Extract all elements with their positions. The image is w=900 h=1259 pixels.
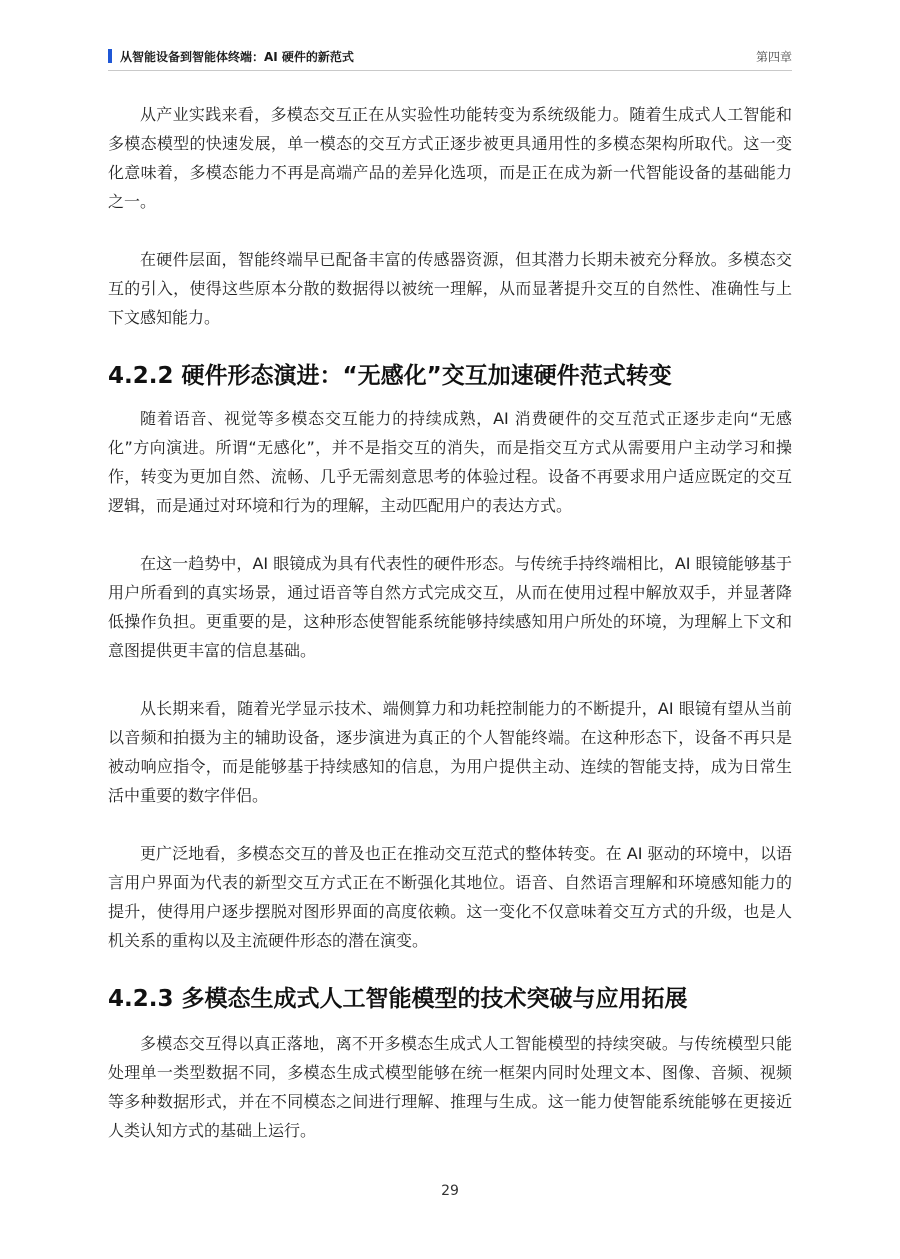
paragraph: 随着语音、视觉等多模态交互能力的持续成熟，AI 消费硬件的交互范式正逐步走向“无感化”方向演进。所谓“无感化”，并不是指交互的消失，而是指交互方式从需要用户主动学习和操作，转变为更加自然、流畅、几乎无需刻意思考的体验过程。设备不再要求用户适应既定的交互逻辑，而是通过对环境和行为的理解，主动匹配用户的表达方式。 xyxy=(108,409,792,515)
paragraph: 从长期来看，随着光学显示技术、端侧算力和功耗控制能力的不断提升，AI 眼镜有望从当前以音频和拍摄为主的辅助设备，逐步演进为真正的个人智能终端。在这种形态下，设备不再只是被动响应指令，而是能够基于持续感知的信息，为用户提供主动、连续的智能支持，成为日常生活中重要的数字伴侣。 xyxy=(108,699,792,805)
paragraph: 更广泛地看，多模态交互的普及也正在推动交互范式的整体转变。在 AI 驱动的环境中，以语言用户界面为代表的新型交互方式正在不断强化其地位。语音、自然语言理解和环境感知能力的提升，使得用户逐步摆脱对图形界面的高度依赖。这一变化不仅意味着交互方式的升级，也是人机关系的重构以及主流硬件形态的潜在演变。 xyxy=(108,844,792,950)
paragraph: 从产业实践来看，多模态交互正在从实验性功能转变为系统级能力。随着生成式人工智能和多模态模型的快速发展，单一模态的交互方式正逐步被更具通用性的多模态架构所取代。这一变化意味着，多模态能力不再是高端产品的差异化选项，而是正在成为新一代智能设备的基础能力之一。 xyxy=(108,105,792,211)
section-heading-4-2-3: 4.2.3 多模态生成式人工智能模型的技术突破与应用拓展 xyxy=(108,986,688,1012)
page-number: 29 xyxy=(441,1183,459,1199)
book-title: 从智能设备到智能体终端：AI 硬件的新范式 xyxy=(120,50,354,64)
paragraph: 在这一趋势中，AI 眼镜成为具有代表性的硬件形态。与传统手持终端相比，AI 眼镜能够基于用户所看到的真实场景，通过语音等自然方式完成交互，从而在使用过程中解放双手，并显著降低操作负担。更重要的是，这种形态使智能系统能够持续感知用户所处的环境，为理解上下文和意图提供更丰富的信息基础。 xyxy=(108,554,792,660)
header-accent-bar xyxy=(108,49,112,63)
page-body xyxy=(108,100,792,1145)
chapter-label: 第四章 xyxy=(755,50,792,64)
paragraph: 多模态交互得以真正落地，离不开多模态生成式人工智能模型的持续突破。与传统模型只能处理单一类型数据不同，多模态生成式模型能够在统一框架内同时处理文本、图像、音频、视频等多种数据形式，并在不同模态之间进行理解、推理与生成。这一能力使智能系统能够在更接近人类认知方式的基础上运行。 xyxy=(108,1034,792,1140)
paragraph: 在硬件层面，智能终端早已配备丰富的传感器资源，但其潜力长期未被充分释放。多模态交互的引入，使得这些原本分散的数据得以被统一理解，从而显著提升交互的自然性、准确性与上下文感知能力。 xyxy=(108,250,792,327)
running-header xyxy=(108,46,792,71)
section-heading-4-2-2: 4.2.2 硬件形态演进：“无感化”交互加速硬件范式转变 xyxy=(108,363,672,389)
